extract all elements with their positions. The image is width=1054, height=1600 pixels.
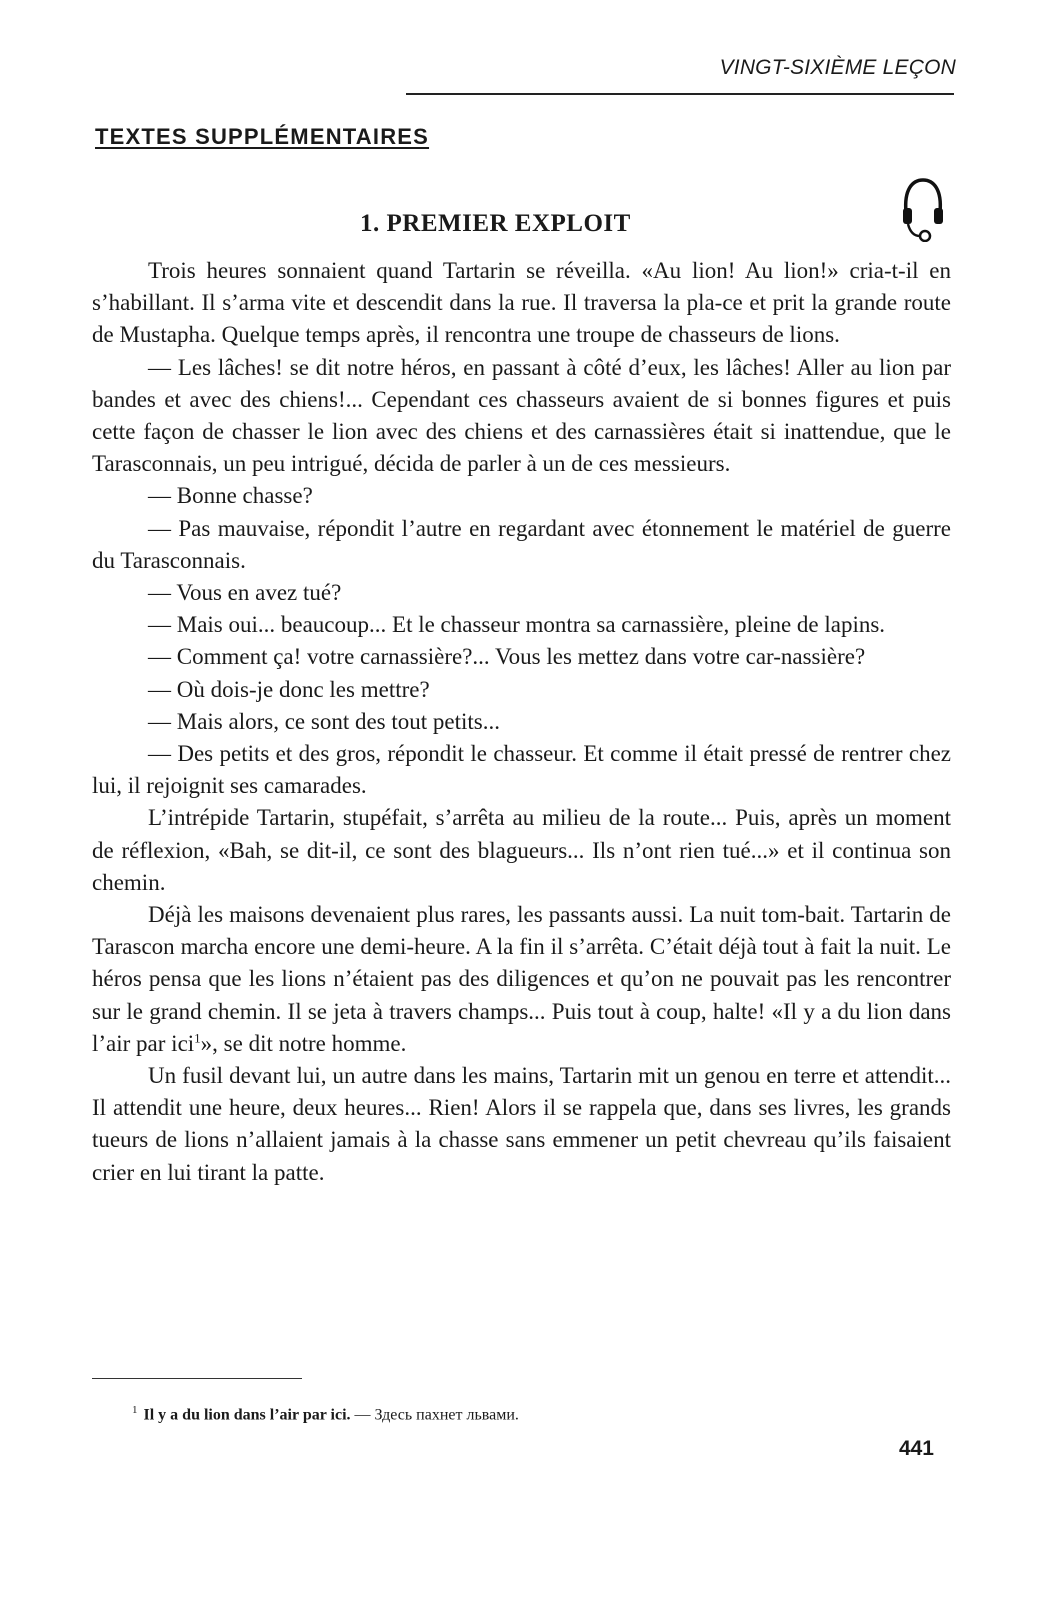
paragraph: — Mais alors, ce sont des tout petits...: [148, 708, 500, 734]
page-number: 441: [898, 1437, 934, 1460]
paragraph-with-note: [92, 899, 951, 1060]
paragraph: — Comment ça! votre carnassière?... Vous les mettez dans votre car-nassière?: [148, 644, 866, 670]
footnote-translation: — Здесь пахнет львами.: [354, 1406, 519, 1424]
paragraph: Un fusil devant lui, un autre dans les mains, Tartarin mit un genou en terre et attendit... Il attendit une heure, deux heures... Rien! Alors il se rappela que, dans ses livres, les grands tueurs de lions n’allaient jamais à la chasse sans emmener un petit chevreau qu’ils faisaient crier en lui tirant la patte.: [92, 1063, 951, 1185]
paragraph: — Les lâches! se dit notre héros, en passant à côté d’eux, les lâches! Aller au lion par bandes et avec des chiens!... Cependant ces chasseurs avaient de si bonnes figures et puis cette façon de chasser le lion avec des chiens et des carnassières était si inattendue, que le Tarasconnais, un peu intrigué, décida de parler à un de ces messieurs.: [92, 354, 951, 477]
paragraph: — Où dois-je donc les mettre?: [148, 676, 430, 702]
section-title: TEXTES SUPPLÉMENTAIRES: [95, 124, 430, 149]
footnote-marker: 1: [132, 1404, 138, 1416]
paragraph: Trois heures sonnaient quand Tartarin se réveilla. «Au lion! Au lion!» cria-t-il en s’habillant. Il s’arma vite et descendit dans la rue. Il traversa la pla-ce et prit la grande route de Mustapha. Quelque temps après, il rencontra une troupe de chasseurs de lions.: [92, 258, 951, 348]
paragraph: — Vous en avez tué?: [148, 580, 342, 606]
headphones-icon: [898, 176, 948, 242]
paragraph: — Des petits et des gros, répondit le chasseur. Et comme il était pressé de rentrer chez lui, il rejoignit ses camarades.: [92, 741, 951, 799]
paragraph: — Mais oui... beaucoup... Et le chasseur montra sa carnassière, pleine de lapins.: [148, 612, 886, 638]
footnote: [132, 1399, 519, 1426]
footnote-reference: 1: [194, 1030, 201, 1046]
paragraph: — Bonne chasse?: [148, 483, 313, 509]
footnote-divider: [92, 1378, 302, 1379]
text-title: 1. PREMIER EXPLOIT: [360, 210, 631, 237]
paragraph-text: Déjà les maisons devenaient plus rares, les passants aussi. La nuit tom-bait. Tartarin de Tarascon marcha encore une demi-heure. A la fin il s’arrêta. C’était déjà tout à fait la nuit. Le héros pensa que les lions n’étaient pas des diligences et qu’on ne pouvait pas les rencontrer sur le grand chemin. Il se jeta à travers champs... Puis tout à coup, halte! «Il y a du lion dans l’air par ici: [92, 902, 951, 1056]
running-head: VINGT-SIXIÈME LEÇON: [719, 56, 956, 79]
paragraph: L’intrépide Tartarin, stupéfait, s’arrêta au milieu de la route... Puis, après un moment de réflexion, «Bah, se dit-il, ce sont des blagueurs... Ils n’ont rien tué...» et il continua son chemin.: [92, 805, 951, 895]
header-rule: [406, 93, 954, 95]
story-text: [92, 255, 951, 1189]
footnote-french: Il y a du lion dans l’air par ici.: [143, 1406, 351, 1424]
paragraph-tail: », se dit notre homme.: [200, 1030, 407, 1056]
paragraph: — Pas mauvaise, répondit l’autre en regardant avec étonnement le matériel de guerre du Tarasconnais.: [92, 515, 951, 573]
